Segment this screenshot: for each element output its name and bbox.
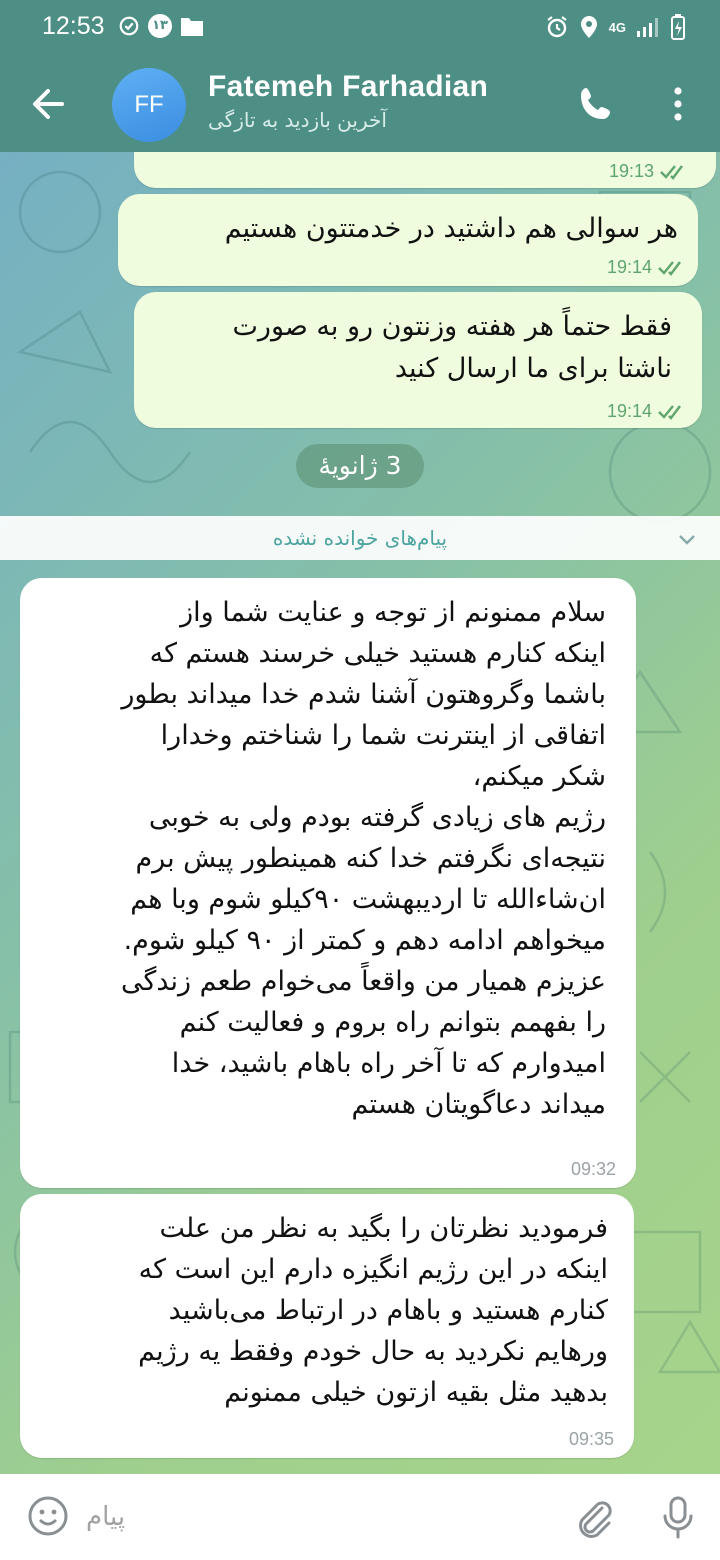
message-time: 19:14	[606, 401, 652, 421]
network-type: 4G	[608, 19, 626, 35]
date-separator: 3 ژانویهٔ	[296, 444, 424, 488]
message-text-line: اینکه در این رژیم انگیزه دارم این است که	[138, 1254, 608, 1285]
message-text-line: رژیم های زیادی گرفته بودم ولی به خوبی	[148, 802, 606, 833]
message-text-line: باشما وگروهتون آشنا شدم خدا میداند بطور	[121, 679, 606, 710]
message-text-line: بدهید مثل بقیه ازتون خیلی ممنونم	[224, 1377, 608, 1408]
message-text-line: ان‌شاءالله تا اردیبهشت ۹۰کیلو شوم وبا هم	[130, 884, 606, 915]
microphone-icon[interactable]	[658, 1494, 698, 1542]
message-text-line: فرمودید نظرتان را بگید به نظر من علت	[159, 1213, 608, 1244]
back-arrow-icon[interactable]	[22, 78, 74, 130]
signal-icon	[636, 16, 660, 38]
message-time: 09:35	[568, 1429, 614, 1449]
message-bubble-outgoing[interactable]	[134, 292, 702, 428]
chat-messages-area[interactable]	[0, 152, 720, 1474]
notification-badge: ۱۳	[148, 14, 172, 38]
paperclip-icon[interactable]	[572, 1496, 616, 1540]
message-text-line: کنارم هستید و باهام در ارتباط می‌باشید	[168, 1295, 608, 1326]
message-text	[16, 592, 606, 1125]
message-time: 19:14	[606, 257, 652, 277]
message-bubble-incoming[interactable]	[20, 1194, 634, 1458]
status-left-icons	[118, 14, 204, 38]
chat-header	[0, 56, 720, 152]
status-right-icons	[545, 14, 686, 40]
message-text-line: فقط حتماً هر هفته وزنتون رو به صورت	[232, 311, 672, 342]
phone-call-icon[interactable]	[572, 80, 620, 128]
message-meta	[571, 1159, 616, 1180]
unread-label: پیام‌های خوانده نشده	[272, 526, 448, 550]
message-text-line: ناشتا برای ما ارسال کنید	[394, 353, 672, 384]
status-time: 12:53	[42, 12, 105, 40]
location-icon	[579, 15, 599, 39]
message-text-line: شکر میکنم،	[472, 761, 606, 792]
emoji-icon[interactable]	[26, 1494, 70, 1538]
status-bar	[0, 0, 720, 56]
unread-messages-divider	[0, 516, 720, 560]
contact-name[interactable]: Fatemeh Farhadian	[208, 70, 489, 103]
message-meta	[569, 1429, 614, 1450]
avatar[interactable]: FF	[112, 68, 186, 142]
message-bubble-outgoing[interactable]	[134, 152, 716, 188]
message-text-line: نتیجه‌ای نگرفتم خدا کنه همینطور پیش برم	[135, 843, 606, 874]
message-text-line: سلام ممنونم از توجه و عنایت شما واز	[180, 597, 606, 628]
chevron-down-icon[interactable]	[676, 528, 698, 550]
message-text-line: ورهایم نکردید به حال خودم وفقط یه رژیم	[138, 1336, 608, 1367]
message-text	[18, 1208, 608, 1413]
message-text-line: میخواهم ادامه دهم و کمتر از ۹۰ کیلو شوم.	[123, 925, 606, 956]
message-text-line: اینکه کنارم هستید خیلی خرسند هستم که	[149, 638, 606, 669]
message-input[interactable]	[86, 1492, 546, 1542]
message-text-line: میداند دعاگویتان هستم	[351, 1089, 606, 1120]
folder-icon	[180, 15, 204, 37]
check-circle-icon	[118, 15, 140, 37]
message-bubble-incoming[interactable]	[20, 578, 636, 1188]
message-text-line: امیدوارم که تا آخر راه باهام باشید، خدا	[171, 1048, 606, 1079]
message-text-line: عزیزم همیار من واقعاً می‌خوام طعم زندگی	[121, 966, 606, 997]
double-check-icon	[660, 164, 690, 180]
double-check-icon	[658, 260, 688, 276]
message-meta	[607, 401, 688, 422]
message-text: هر سوالی هم داشتید در خدمتتون هستیم	[224, 213, 678, 244]
double-check-icon	[658, 404, 688, 420]
contact-last-seen: آخرین بازدید به تازگی	[208, 108, 387, 132]
more-vert-icon[interactable]	[658, 80, 698, 128]
message-meta	[609, 161, 690, 182]
message-text-line: را بفهمم بتوانم راه بروم و فعالیت کنم	[179, 1007, 606, 1038]
message-bubble-outgoing[interactable]	[118, 194, 698, 286]
message-time: 19:13	[608, 161, 654, 181]
battery-icon	[670, 14, 686, 40]
message-text-line: اتفاقی از اینترنت شما را شناختم وخدارا	[160, 720, 606, 751]
message-meta	[607, 257, 688, 278]
message-time: 09:32	[570, 1159, 616, 1179]
message-composer	[0, 1474, 720, 1560]
alarm-icon	[545, 15, 569, 39]
